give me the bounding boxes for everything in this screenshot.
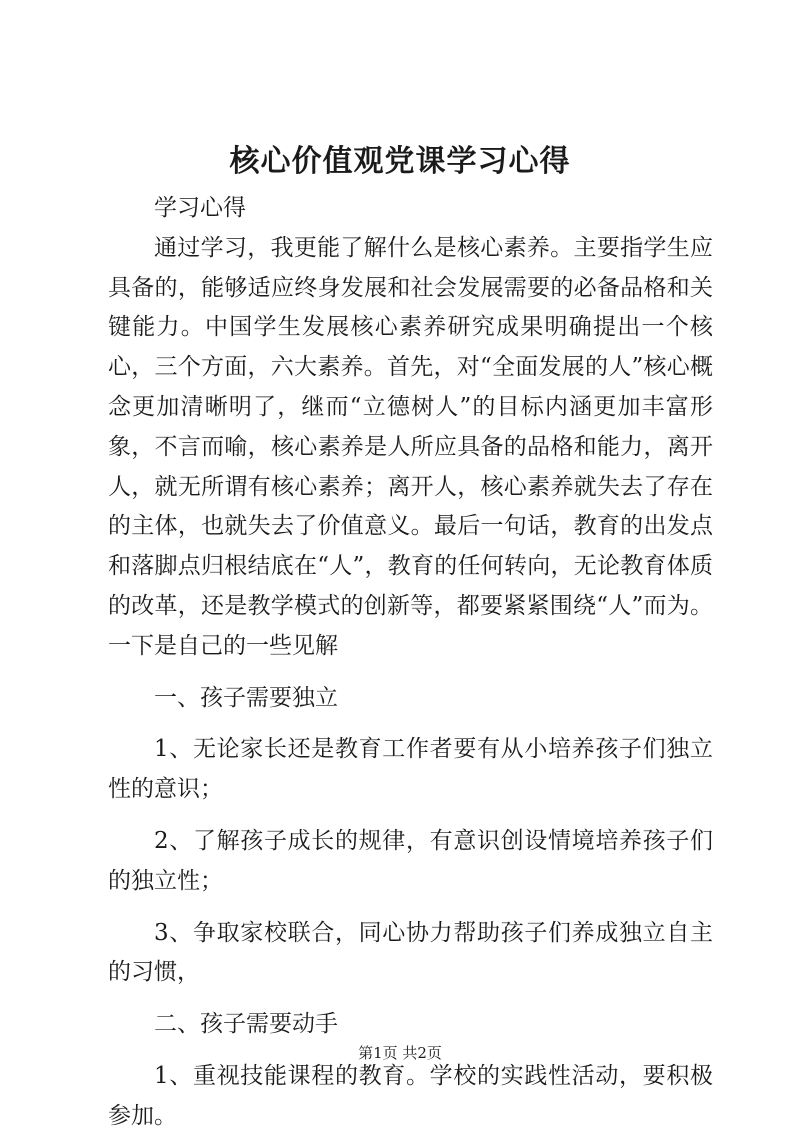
heading-section-2: 二、孩子需要动手 [154,1011,338,1038]
paragraph-subtitle: 学习心得 [154,195,246,221]
list-item-1-2: 2、了解孩子成长的规律，有意识创设情境培养孩子们的独立性； [108,827,713,894]
document-title: 核心价值观党课学习心得 [229,144,571,179]
heading-section-1: 一、孩子需要独立 [154,684,338,711]
document-body [108,189,713,1137]
list-item-2-1: 1、重视技能课程的教育。学校的实践性活动，要积极参加。 [108,1062,713,1129]
list-item-1-3: 3、争取家校联合，同心协力帮助孩子们养成独立自主的习惯， [108,919,713,986]
list-item-1-1: 1、无论家长还是教育工作者要有从小培养孩子们独立性的意识； [108,736,713,803]
paragraph-intro: 通过学习，我更能了解什么是核心素养。主要指学生应具备的，能够适应终身发展和社会发展需要的必备品格和关键能力。中国学生发展核心素养研究成果明确提出一个核心，三个方面，六大素养。首先，对“全面发展的人”核心概念更加清晰明了，继而“立德树人”的目标内涵更加丰富形象，不言而喻，核心素养是人所应具备的品格和能力，离开人，就无所谓有核心素养；离开人，核心素养就失去了存在的主体，也就失去了价值意义。最后一句话，教育的出发点和落脚点归根结底在“人”，教育的任何转向，无论教育体质的改革，还是教学模式的创新等，都要紧紧围绕“人”而为。一下是自己的一些见解 [108,234,713,659]
page-number-footer: 第1页 共2页 [358,1044,442,1062]
